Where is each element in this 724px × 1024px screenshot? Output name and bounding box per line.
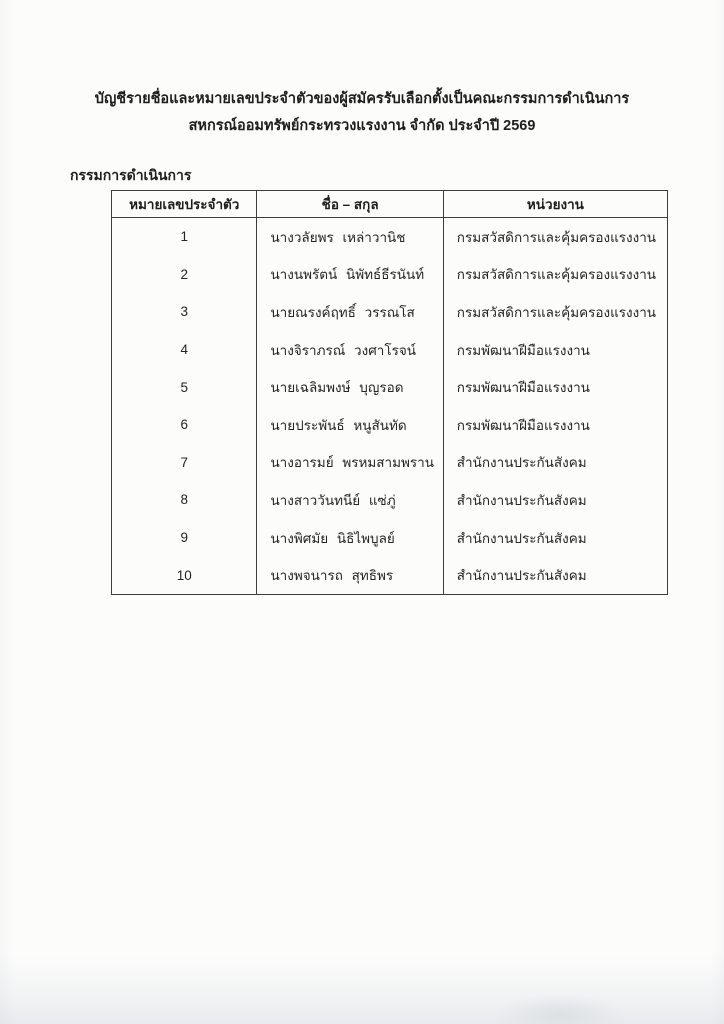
candidate-name: นางพจนารถ สุทธิพร (256, 556, 442, 594)
candidate-unit: กรมพัฒนาฝีมือแรงงาน (443, 406, 667, 444)
candidate-name: นางอารมย์ พรหมสามพราน (256, 444, 442, 482)
candidate-unit: สำนักงานประกันสังคม (443, 444, 667, 482)
table-row (112, 406, 667, 444)
table-row (112, 368, 667, 406)
document-title-line1: บัญชีรายชื่อและหมายเลขประจำตัวของผู้สมัครรับเลือกตั้งเป็นคณะกรรมการดำเนินการ (94, 91, 630, 107)
table-row (112, 293, 667, 331)
table-row (112, 556, 667, 594)
candidate-name: นายเฉลิมพงษ์ บุญรอด (256, 368, 442, 406)
candidate-unit: สำนักงานประกันสังคม (443, 556, 667, 594)
candidate-unit: กรมสวัสดิการและคุ้มครองแรงงาน (443, 256, 667, 294)
candidate-name: นางนพรัตน์ นิพัทธ์ธีรนันท์ (256, 256, 442, 294)
table-header-row (112, 191, 667, 218)
candidate-number: 10 (176, 567, 192, 583)
candidate-unit: สำนักงานประกันสังคม (443, 519, 667, 557)
candidate-number: 8 (180, 492, 188, 508)
candidate-number: 9 (180, 530, 188, 546)
candidate-number: 2 (180, 266, 188, 282)
header-candidate-number: หมายเลขประจำตัว (129, 197, 240, 212)
table-row (112, 256, 667, 294)
header-candidate-unit: หน่วยงาน (443, 191, 667, 217)
candidate-name: นางสาววันทนีย์ แซ่ภู่ (256, 481, 442, 519)
table-row (112, 218, 667, 256)
candidate-name: นางจิราภรณ์ วงศาโรจน์ (256, 331, 442, 369)
candidate-unit: กรมสวัสดิการและคุ้มครองแรงงาน (443, 293, 667, 331)
table-row (112, 331, 667, 369)
section-heading: กรรมการดำเนินการ (70, 167, 192, 183)
candidate-unit: กรมพัฒนาฝีมือแรงงาน (443, 368, 667, 406)
header-candidate-name: ชื่อ – สกุล (256, 191, 442, 217)
candidate-unit: กรมสวัสดิการและคุ้มครองแรงงาน (443, 218, 667, 256)
table-row (112, 481, 667, 519)
table-row (112, 519, 667, 557)
candidate-name: นายประพันธ์ หนูสันทัด (256, 406, 442, 444)
candidate-number: 3 (180, 304, 188, 320)
candidate-unit: สำนักงานประกันสังคม (443, 481, 667, 519)
document-title-line2: สหกรณ์ออมทรัพย์กระทรวงแรงงาน จำกัด ประจำปี 2569 (188, 118, 536, 134)
candidate-name: นางวลัยพร เหล่าวานิช (256, 218, 442, 256)
candidate-number: 4 (180, 342, 188, 358)
candidate-number: 7 (180, 454, 188, 470)
table-row (112, 444, 667, 482)
candidate-name: นายณรงค์ฤทธิ์ วรรณโส (256, 293, 442, 331)
candidate-number: 1 (180, 229, 188, 245)
document-title (0, 86, 724, 140)
table-body (112, 218, 667, 594)
candidate-number: 5 (180, 379, 188, 395)
candidate-number: 6 (180, 417, 188, 433)
committee-table (111, 190, 668, 595)
candidate-name: นางพิศมัย นิธิไพบูลย์ (256, 519, 442, 557)
candidate-unit: กรมพัฒนาฝีมือแรงงาน (443, 331, 667, 369)
